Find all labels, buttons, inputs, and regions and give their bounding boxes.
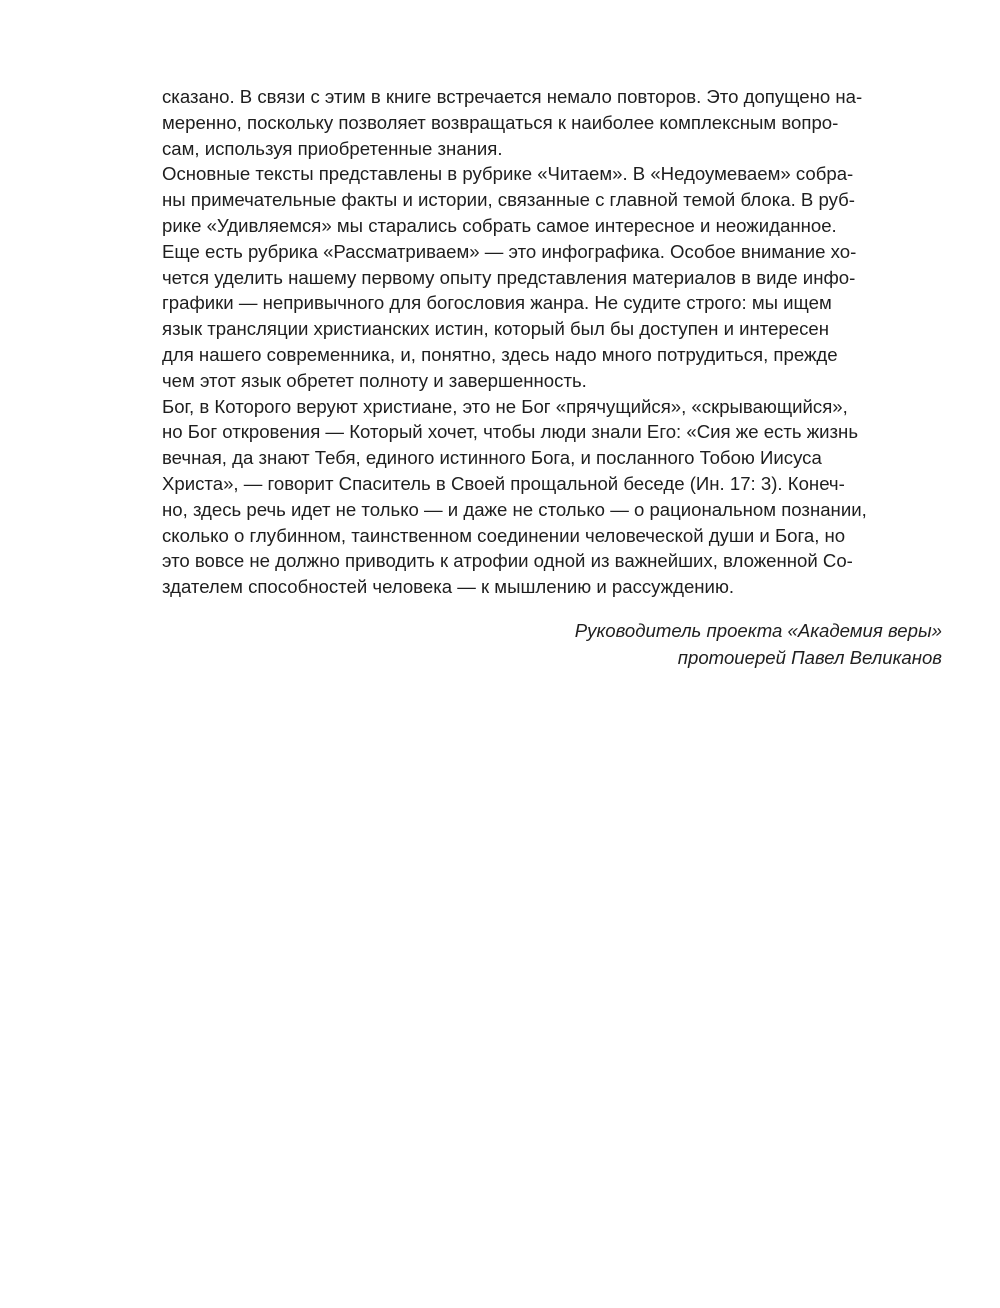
text-line: Христа», — говорит Спаситель в Своей прощальной беседе (Ин. 17: 3). Конеч- bbox=[162, 472, 845, 494]
text-line: но Бог откровения — Который хочет, чтобы люди знали Его: «Сия же есть жизнь bbox=[162, 421, 859, 443]
text-line: язык трансляции христианских истин, который был бы доступен и интересен bbox=[162, 318, 830, 340]
paragraph-3 bbox=[162, 394, 942, 600]
text-line: сколько о глубинном, таинственном соединении человеческой души и Бога, но bbox=[162, 524, 846, 546]
text-line: но, здесь речь идет не только — и даже не столько — о рациональном познании, bbox=[162, 498, 867, 520]
text-line: сам, используя приобретенные знания. bbox=[162, 137, 503, 159]
signature-name: протоиерей Павел Великанов bbox=[677, 647, 942, 668]
signature-role: Руководитель проекта «Академия веры» bbox=[574, 620, 942, 641]
body-text bbox=[162, 84, 942, 600]
text-line: Бог, в Которого веруют христиане, это не Бог «прячущийся», «скрывающийся», bbox=[162, 395, 848, 417]
paragraph-2 bbox=[162, 161, 942, 393]
text-line: Основные тексты представлены в рубрике «Читаем». В «Недоумеваем» собра- bbox=[162, 163, 854, 185]
text-line: здателем способностей человека — к мышлению и рассуждению. bbox=[162, 576, 735, 598]
paragraph-1 bbox=[162, 84, 942, 161]
signature bbox=[575, 617, 942, 671]
text-line: для нашего современника, и, понятно, здесь надо много потрудиться, прежде bbox=[162, 343, 838, 365]
text-line: сказано. В связи с этим в книге встречается немало повторов. Это допущено на- bbox=[162, 86, 863, 107]
text-line: это вовсе не должно приводить к атрофии одной из важнейших, вложенной Со- bbox=[162, 550, 853, 572]
text-line: ны примечательные факты и истории, связанные с главной темой блока. В руб- bbox=[162, 189, 855, 211]
text-line: вечная, да знают Тебя, единого истинного Бога, и посланного Тобою Иисуса bbox=[162, 447, 822, 469]
text-line: чем этот язык обретет полноту и завершенность. bbox=[162, 369, 587, 391]
text-line: чется уделить нашему первому опыту представления материалов в виде инфо- bbox=[162, 266, 856, 288]
text-line: графики — непривычного для богословия жанра. Не судите строго: мы ищем bbox=[162, 292, 832, 314]
text-line: меренно, поскольку позволяет возвращаться к наиболее комплексным вопро- bbox=[162, 111, 839, 133]
text-line: рике «Удивляемся» мы старались собрать самое интересное и неожиданное. bbox=[162, 214, 837, 236]
text-line: Еще есть рубрика «Рассматриваем» — это инфографика. Особое внимание хо- bbox=[162, 240, 857, 262]
